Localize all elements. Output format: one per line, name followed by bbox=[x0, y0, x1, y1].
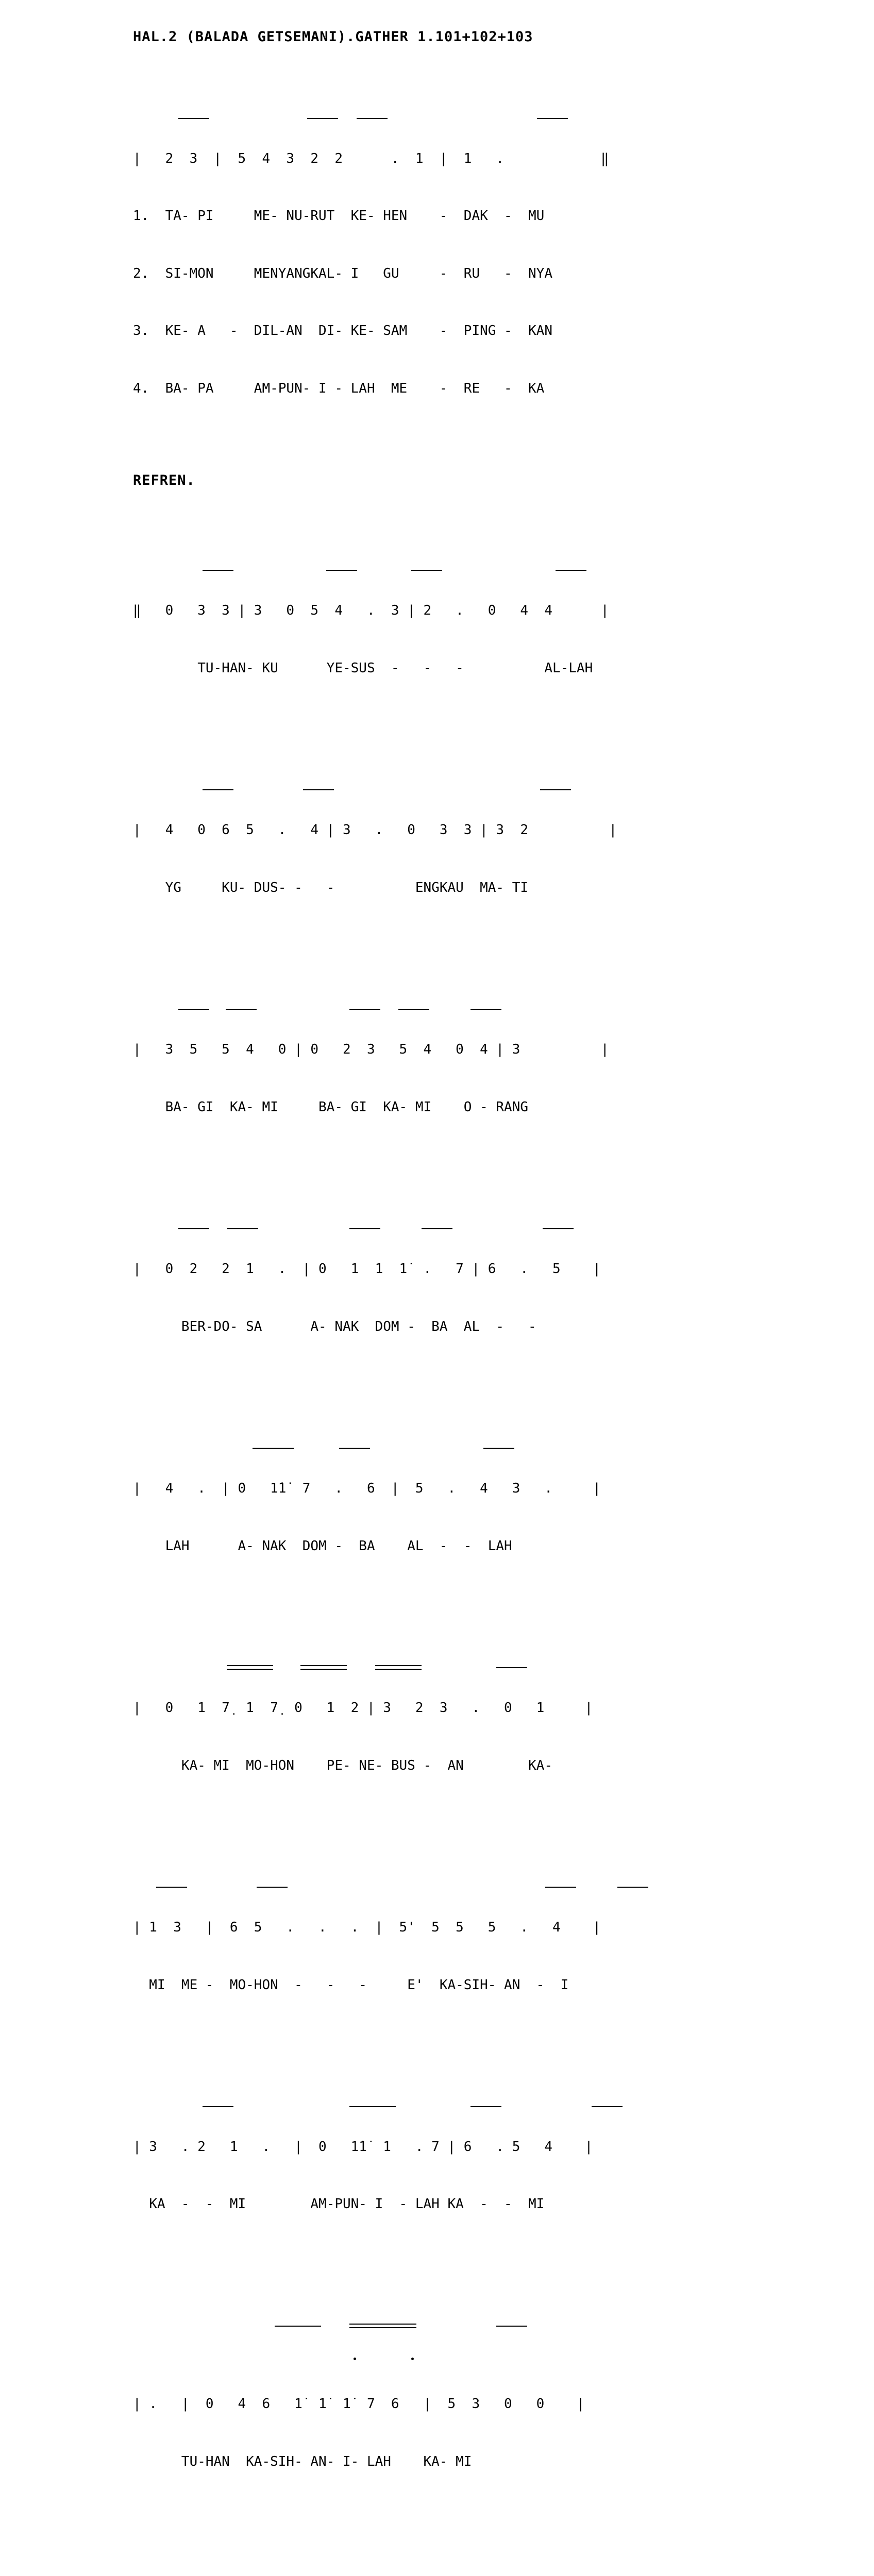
page-title: HAL.2 (BALADA GETSEMANI).GATHER 1.101+102+103 bbox=[133, 29, 533, 45]
spacer bbox=[0, 936, 874, 963]
system-notation: | 0 2 2 1 . | 0 1 1 1̇ . 7 | 6 . 5 | bbox=[133, 1261, 601, 1277]
refrain-system bbox=[133, 1183, 874, 1375]
refrain-system bbox=[133, 2546, 874, 2576]
verse-line-2: 2. SI-MON MENYANGKAL- I GU - RU - NYA bbox=[133, 265, 552, 281]
refrain-system bbox=[133, 1841, 874, 2033]
system-notation: | 0 1 7̣ 1 7̣ 0 1 2 | 3 2 3 . 0 1 | bbox=[133, 1700, 593, 1716]
refrain-system bbox=[133, 744, 874, 936]
verse-line-4: 4. BA- PA AM-PUN- I - LAH ME - RE - KA bbox=[133, 380, 545, 396]
verse-line-3: 3. KE- A - DIL-AN DI- KE- SAM - PING - KAN bbox=[133, 323, 552, 339]
system-notation: | 3 5 5 4 0 | 0 2 3 5 4 0 4 | 3 | bbox=[133, 1041, 609, 1057]
refrain-system bbox=[133, 963, 874, 1155]
spacer bbox=[0, 436, 874, 472]
spacer bbox=[0, 716, 874, 744]
spacer bbox=[0, 2252, 874, 2280]
refrain-system bbox=[133, 1622, 874, 1814]
system-lyric: TU-HAN- KU YE-SUS - - - AL-LAH bbox=[133, 660, 593, 676]
spacer bbox=[0, 2510, 874, 2546]
system-notation: ‖ 0 3 3 | 3 0 5 4 . 3 | 2 . 0 4 4 | bbox=[133, 603, 609, 619]
system-notation: | 3 . 2 1 . | 0 1̇1̇ 1 . 7 | 6 . 5 4 | bbox=[133, 2139, 593, 2155]
verse-line-1: 1. TA- PI ME- NU-RUT KE- HEN - DAK - MU bbox=[133, 208, 545, 224]
spacer bbox=[0, 45, 874, 73]
refrain-label: REFREN. bbox=[133, 472, 195, 489]
spacer bbox=[0, 2033, 874, 2061]
system-lyric: LAH A- NAK DOM - BA AL - - LAH bbox=[133, 1538, 512, 1554]
system-lyric: KA- MI MO-HON PE- NE- BUS - AN KA- bbox=[133, 1757, 552, 1773]
system-notation: | 4 . | 0 1̇1̇ 7 . 6 | 5 . 4 3 . | bbox=[133, 1480, 601, 1496]
system-lyric: YG KU- DUS- - - ENGKAU MA- TI bbox=[133, 879, 529, 895]
spacer bbox=[0, 1594, 874, 1622]
spacer bbox=[0, 1155, 874, 1183]
refrain-system bbox=[133, 524, 874, 716]
spacer bbox=[0, 1375, 874, 1402]
system-lyric: MI ME - MO-HON - - - E' KA-SIH- AN - I bbox=[133, 1977, 569, 1993]
system-notation: | . | 0 4 6 1̇ 1̇ 1̇ 7 6 | 5 3 0 0 | bbox=[133, 2396, 585, 2412]
verse-block bbox=[133, 73, 874, 436]
system-notation: | 4 0 6 5 . 4 | 3 . 0 3 3 | 3 2 | bbox=[133, 822, 617, 838]
spacer bbox=[0, 1814, 874, 1841]
refrain-system bbox=[133, 2061, 874, 2252]
refrain-system bbox=[133, 1402, 874, 1594]
verse-notation: | 2 3 | 5 4 3 2 2 . 1 | 1 . ‖ bbox=[133, 150, 609, 166]
system-lyric: BA- GI KA- MI BA- GI KA- MI O - RANG bbox=[133, 1099, 529, 1115]
system-notation: | 1 3 | 6 5 . . . | 5' 5 5 5 . 4 | bbox=[133, 1919, 601, 1935]
system-lyric: TU-HAN KA-SIH- AN- I- LAH KA- MI bbox=[133, 2454, 472, 2470]
system-lyric: BER-DO- SA A- NAK DOM - BA AL - - bbox=[133, 1318, 536, 1334]
spacer bbox=[0, 488, 874, 524]
refrain-system bbox=[133, 2280, 874, 2510]
system-lyric: KA - - MI AM-PUN- I - LAH KA - - MI bbox=[133, 2196, 545, 2212]
